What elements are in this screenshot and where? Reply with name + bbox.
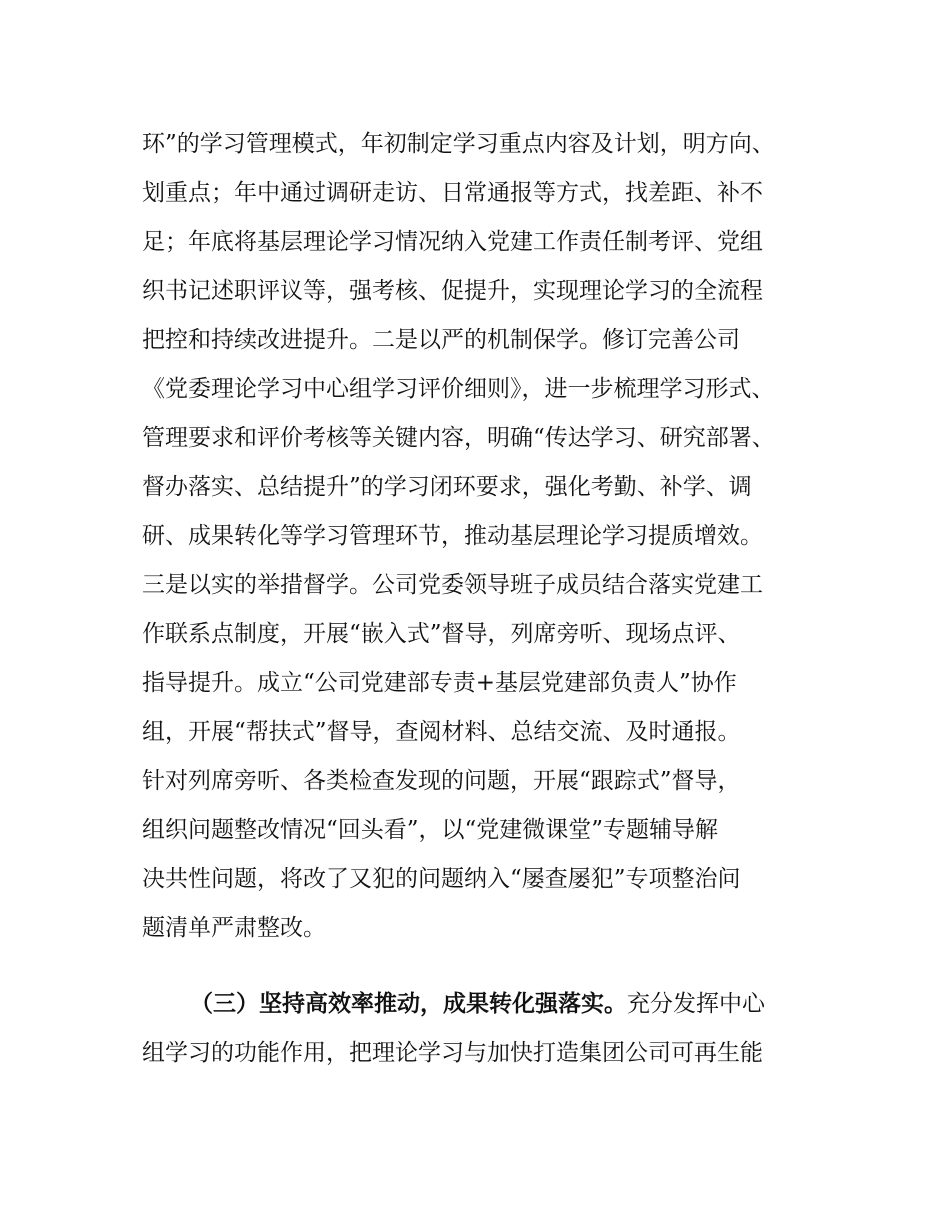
body-text-line: 环”的学习管理模式，年初制定学习重点内容及计划，明方向、 <box>142 131 775 157</box>
body-text-line: 组，开展“帮扶式”督导，查阅材料、总结交流、及时通报。 <box>142 719 741 745</box>
body-text-line: 组学习的功能作用，把理论学习与加快打造集团公司可再生能 <box>142 1040 763 1066</box>
body-text-line: 把控和持续改进提升。二是以严的机制保学。修订完善公司 <box>142 327 740 353</box>
body-text-line: 组织问题整改情况“回头看”，以“党建微课堂”专题辅导解 <box>142 817 719 843</box>
body-text-line: 管理要求和评价考核等关键内容，明确“传达学习、研究部署、 <box>142 425 775 451</box>
body-text-line: 题清单严肃整改。 <box>142 915 326 941</box>
body-text-line: 指导提升。成立“公司党建部专责+基层党建部负责人”协作 <box>142 670 737 696</box>
body-text-line: 三是以实的举措督学。公司党委领导班子成员结合落实党建工 <box>142 572 763 598</box>
section-heading: （三）坚持高效率推动，成果转化强落实。 <box>190 991 627 1017</box>
body-text-line: 决共性问题，将改了又犯的问题纳入“屡查屡犯”专项整治问 <box>142 866 741 892</box>
body-text-line: 《党委理论学习中心组学习评价细则》，进一步梳理学习形式、 <box>142 376 775 402</box>
section-heading-line <box>190 984 765 1024</box>
section-heading-continuation: 充分发挥中心 <box>627 991 765 1017</box>
body-text-line: 作联系点制度，开展“嵌入式”督导，列席旁听、现场点评、 <box>142 621 741 647</box>
body-text-line: 针对列席旁听、各类检查发现的问题，开展“跟踪式”督导， <box>142 768 741 794</box>
body-text-line: 划重点；年中通过调研走访、日常通报等方式，找差距、补不 <box>142 180 763 206</box>
body-text-line: 足；年底将基层理论学习情况纳入党建工作责任制考评、党组 <box>142 229 763 255</box>
body-text-line: 督办落实、总结提升”的学习闭环要求，强化考勤、补学、调 <box>142 474 752 500</box>
body-text-line: 研、成果转化等学习管理环节，推动基层理论学习提质增效。 <box>142 523 763 549</box>
body-text-line: 织书记述职评议等，强考核、促提升，实现理论学习的全流程 <box>142 278 763 304</box>
